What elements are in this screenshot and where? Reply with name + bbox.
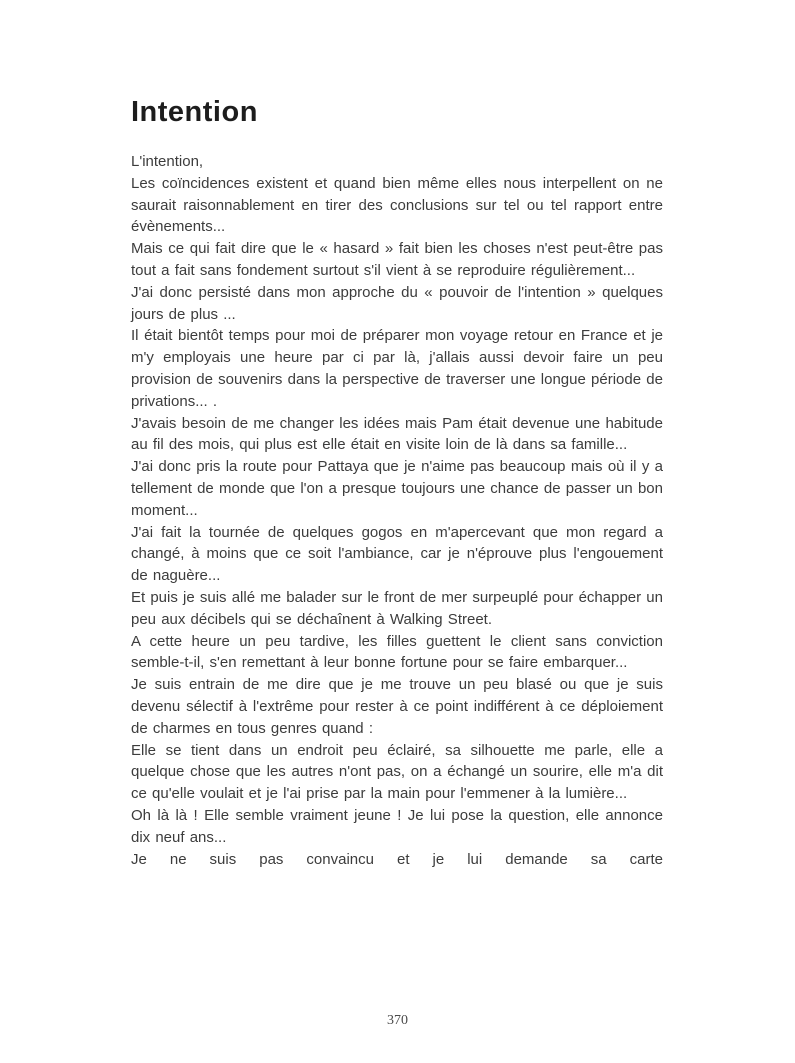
paragraph: Il était bientôt temps pour moi de préparer mon voyage retour en France et je m'y employais une heure par ci par là, j'allais aussi devoir faire un peu provision de souvenirs dans la perspective de traverser une longue période de privations... . <box>131 327 663 410</box>
page-title: Intention <box>131 96 258 128</box>
paragraph: Je ne suis pas convaincu et je lui demande sa carte <box>131 850 663 868</box>
paragraph: J'ai donc persisté dans mon approche du « pouvoir de l'intention » quelques jours de plus ... <box>131 283 663 323</box>
paragraph: J'avais besoin de me changer les idées mais Pam était devenue une habitude au fil des mois, qui plus est elle était en visite loin de là dans sa famille... <box>131 414 663 454</box>
paragraph: A cette heure un peu tardive, les filles guettent le client sans conviction semble-t-il, s'en remettant à leur bonne fortune pour se faire embarquer... <box>131 632 663 672</box>
paragraph: Oh là là ! Elle semble vraiment jeune ! Je lui pose la question, elle annonce dix neuf ans... <box>131 806 663 846</box>
page-number: 370 <box>387 1013 408 1028</box>
paragraph: J'ai donc pris la route pour Pattaya que je n'aime pas beaucoup mais où il y a tellement de monde que l'on a presque toujours une chance de passer un bon moment... <box>131 458 663 519</box>
paragraph: Mais ce qui fait dire que le « hasard » fait bien les choses n'est peut-être pas tout a fait sans fondement surtout s'il vient à se reproduire régulièrement... <box>131 240 663 279</box>
body-text <box>131 151 663 870</box>
paragraph: Elle se tient dans un endroit peu éclairé, sa silhouette me parle, elle a quelque chose que les autres n'ont pas, on a échangé un sourire, elle m'a dit ce qu'elle voulait et je l'ai prise par la main pour l'emmener à la lumière... <box>131 741 663 803</box>
paragraph: L'intention, <box>131 153 204 170</box>
paragraph: Je suis entrain de me dire que je me trouve un peu blasé ou que je suis devenu sélectif à l'extrême pour rester à ce point indifférent à ce déploiement de charmes en tous genres quand : <box>131 676 663 737</box>
paragraph: J'ai fait la tournée de quelques gogos en m'apercevant que mon regard a changé, à moins que ce soit l'ambiance, car je n'éprouve plus l'engouement de naguère... <box>131 523 663 585</box>
paragraph: Et puis je suis allé me balader sur le front de mer surpeuplé pour échapper un peu aux décibels qui se déchaînent à Walking Street. <box>131 588 663 628</box>
paragraph: Les coïncidences existent et quand bien même elles nous interpellent on ne saurait raisonnablement en tirer des conclusions sur tel ou tel rapport entre évènements... <box>131 174 663 236</box>
